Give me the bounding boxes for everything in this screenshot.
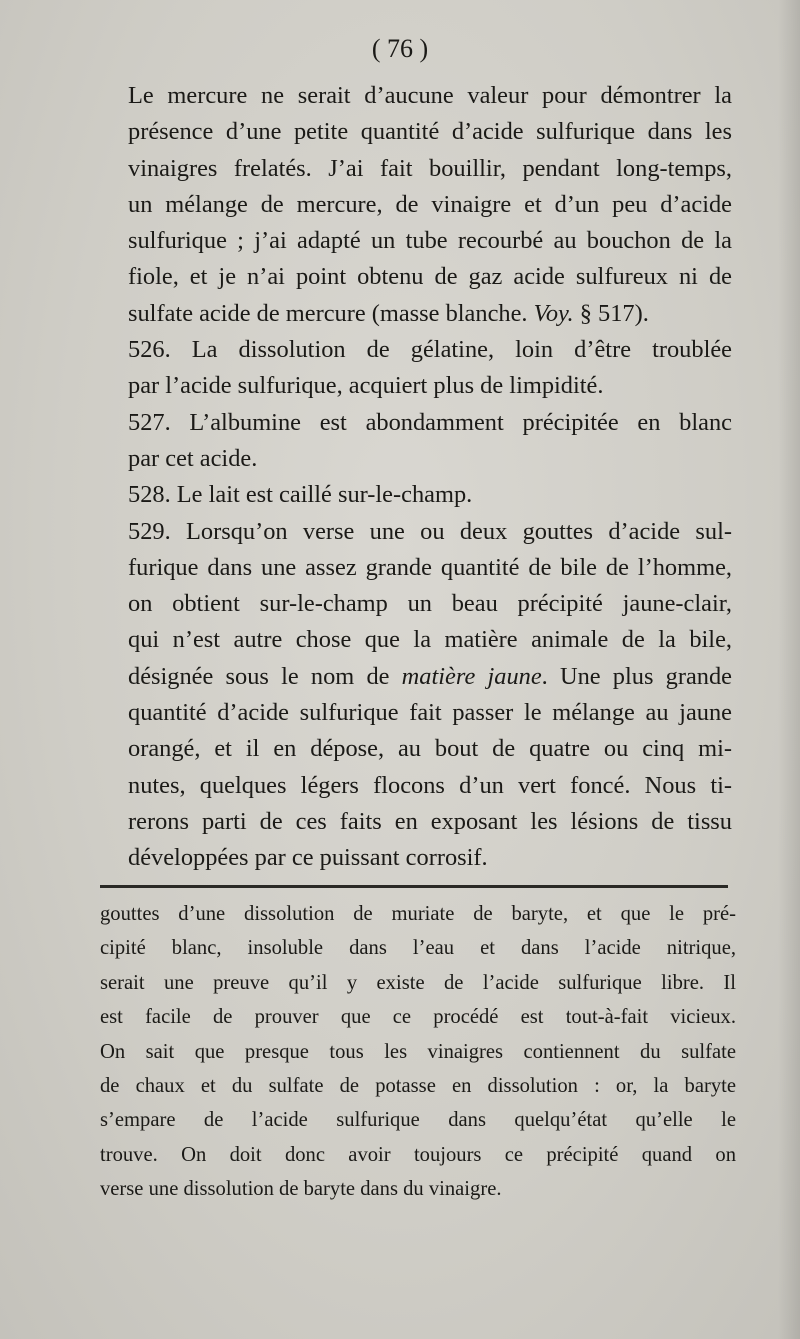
text-line: nutes, quelques légers flocons d’un vert foncé. Nous ti-	[128, 771, 732, 799]
page-number: ( 76 )	[371, 34, 429, 63]
footnote-line: gouttes d’une dissolution de muriate de baryte, et que le pré-	[100, 903, 736, 925]
footnote-line: cipité blanc, insoluble dans l’eau et dans l’acide nitrique,	[100, 937, 736, 960]
text-line: rerons parti de ces faits en exposant les lésions de tissu	[128, 807, 732, 835]
text-line: orangé, et il en dépose, au bout de quatre ou cinq mi-	[128, 735, 732, 763]
text-line: Le mercure ne serait d’aucune valeur pour démontrer la	[128, 82, 732, 109]
text-line: par cet acide.	[128, 444, 258, 472]
text-line: présence d’une petite quantité d’acide sulfurique dans les	[128, 118, 732, 146]
text-line: sulfurique ; j’ai adapté un tube recourbé au bouchon de la	[128, 227, 732, 255]
text-line: 528. Le lait est caillé sur-le-champ.	[128, 481, 473, 509]
text-line: 527. L’albumine est abondamment précipitée en blanc	[128, 408, 732, 436]
text-line: on obtient sur-le-champ un beau précipité jaune-clair,	[128, 590, 732, 618]
text-run: . Une plus grande	[541, 662, 732, 690]
text-run: désignée sous le nom de	[128, 662, 402, 690]
text-run: § 517).	[573, 299, 649, 327]
paragraph-526	[100, 332, 732, 405]
footnote-line: est facile de prouver que ce procédé est tout-à-fait vicieux.	[100, 1006, 736, 1029]
footnote-line: trouve. On doit donc avoir toujours ce précipité quand on	[100, 1143, 736, 1166]
paragraph-529	[100, 514, 732, 877]
text-line: 526. La dissolution de gélatine, loin d’être troublée	[128, 336, 732, 364]
text-line	[100, 659, 732, 695]
text-line: par l’acide sulfurique, acquiert plus de limpidité.	[128, 372, 604, 400]
italic-voy: Voy.	[533, 299, 574, 327]
italic-matiere-jaune: matière jaune	[401, 662, 542, 690]
text-line: furique dans une assez grande quantité de bile de l’homme,	[128, 553, 732, 581]
paragraph-528	[100, 477, 732, 513]
footnote-separator	[100, 885, 728, 888]
text-line: qui n’est autre chose que la matière animale de la bile,	[128, 626, 732, 654]
text-run: sulfate acide de mercure (masse blanche.	[128, 299, 534, 327]
main-text	[100, 78, 732, 877]
text-line: vinaigres frelatés. J’ai fait bouillir, pendant long-temps,	[128, 154, 732, 182]
footnote-line: serait une preuve qu’il y existe de l’acide sulfurique libre. Il	[100, 971, 736, 994]
footnote-paragraph	[100, 897, 736, 1207]
text-line: un mélange de mercure, de vinaigre et d’un peu d’acide	[128, 190, 732, 218]
text-line: développées par ce puissant corrosif.	[128, 844, 488, 872]
text-line: 529. Lorsqu’on verse une ou deux gouttes d’acide sul-	[128, 517, 732, 545]
footnote	[100, 897, 736, 1207]
paragraph-527	[100, 405, 732, 478]
footnote-line: verse une dissolution de baryte dans du vinaigre.	[100, 1178, 502, 1201]
page-edge-shadow	[778, 0, 800, 1339]
text-line: quantité d’acide sulfurique fait passer le mélange au jaune	[128, 699, 732, 727]
text-line	[100, 296, 732, 332]
footnote-line: On sait que presque tous les vinaigres contiennent du sulfate	[100, 1040, 736, 1063]
footnote-line: s’empare de l’acide sulfurique dans quelqu’état qu’elle le	[100, 1109, 736, 1132]
text-line: fiole, et je n’ai point obtenu de gaz acide sulfureux ni de	[128, 263, 732, 291]
paragraph-mercury	[100, 78, 732, 332]
footnote-line: de chaux et du sulfate de potasse en dissolution : or, la baryte	[100, 1075, 736, 1098]
